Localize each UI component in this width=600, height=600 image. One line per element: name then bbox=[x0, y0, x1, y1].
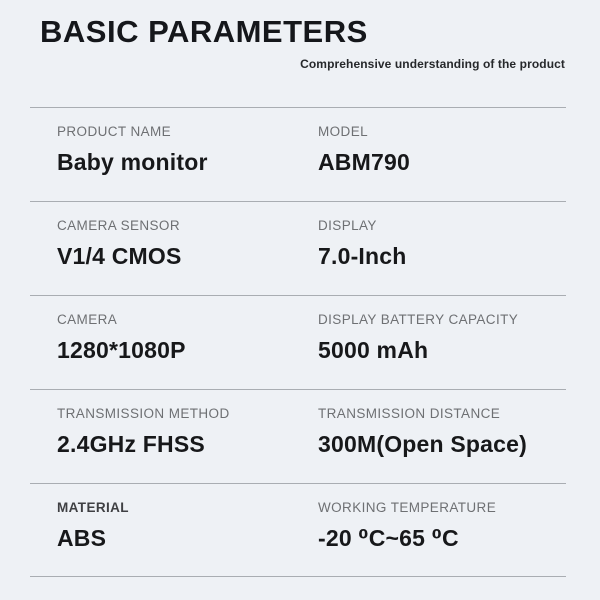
spec-row-camera bbox=[30, 295, 566, 389]
spec-value: -20 ⁰C~65 ⁰C bbox=[318, 524, 459, 551]
spec-cell-display-battery bbox=[318, 296, 566, 389]
spec-cell-model bbox=[318, 108, 566, 201]
spec-label: CAMERA bbox=[57, 312, 118, 327]
spec-label: MODEL bbox=[318, 124, 369, 139]
spec-label: PRODUCT NAME bbox=[57, 124, 172, 139]
spec-label: MATERIAL bbox=[57, 500, 129, 515]
page-title: BASIC PARAMETERS bbox=[40, 14, 368, 49]
spec-value: ABS bbox=[57, 524, 107, 551]
spec-cell-camera-sensor bbox=[30, 202, 318, 295]
spec-row-material bbox=[30, 483, 566, 577]
spec-value: Baby monitor bbox=[57, 148, 208, 175]
spec-value: 7.0-Inch bbox=[318, 242, 407, 269]
spec-cell-material bbox=[30, 484, 318, 576]
spec-label: DISPLAY BATTERY CAPACITY bbox=[318, 312, 519, 327]
spec-label: WORKING TEMPERATURE bbox=[318, 500, 497, 515]
spec-value: V1/4 CMOS bbox=[57, 242, 182, 269]
spec-label: DISPLAY bbox=[318, 218, 377, 233]
spec-value: 5000 mAh bbox=[318, 336, 429, 363]
spec-row-camera-sensor bbox=[30, 201, 566, 295]
spec-value: ABM790 bbox=[318, 148, 410, 175]
spec-cell-transmission-method bbox=[30, 390, 318, 483]
spec-label: CAMERA SENSOR bbox=[57, 218, 180, 233]
spec-cell-transmission-distance bbox=[318, 390, 566, 483]
spec-label: TRANSMISSION DISTANCE bbox=[318, 406, 501, 421]
spec-value: 1280*1080P bbox=[57, 336, 186, 363]
spec-cell-display bbox=[318, 202, 566, 295]
spec-header bbox=[40, 14, 565, 71]
spec-value: 300M(Open Space) bbox=[318, 430, 527, 457]
spec-label: TRANSMISSION METHOD bbox=[57, 406, 230, 421]
spec-cell-camera bbox=[30, 296, 318, 389]
spec-cell-working-temperature bbox=[318, 484, 566, 576]
spec-value: 2.4GHz FHSS bbox=[57, 430, 205, 457]
spec-row-transmission bbox=[30, 389, 566, 483]
spec-table bbox=[30, 107, 566, 577]
spec-row-product bbox=[30, 107, 566, 201]
spec-cell-product-name bbox=[30, 108, 318, 201]
page-subtitle: Comprehensive understanding of the product bbox=[300, 56, 565, 71]
